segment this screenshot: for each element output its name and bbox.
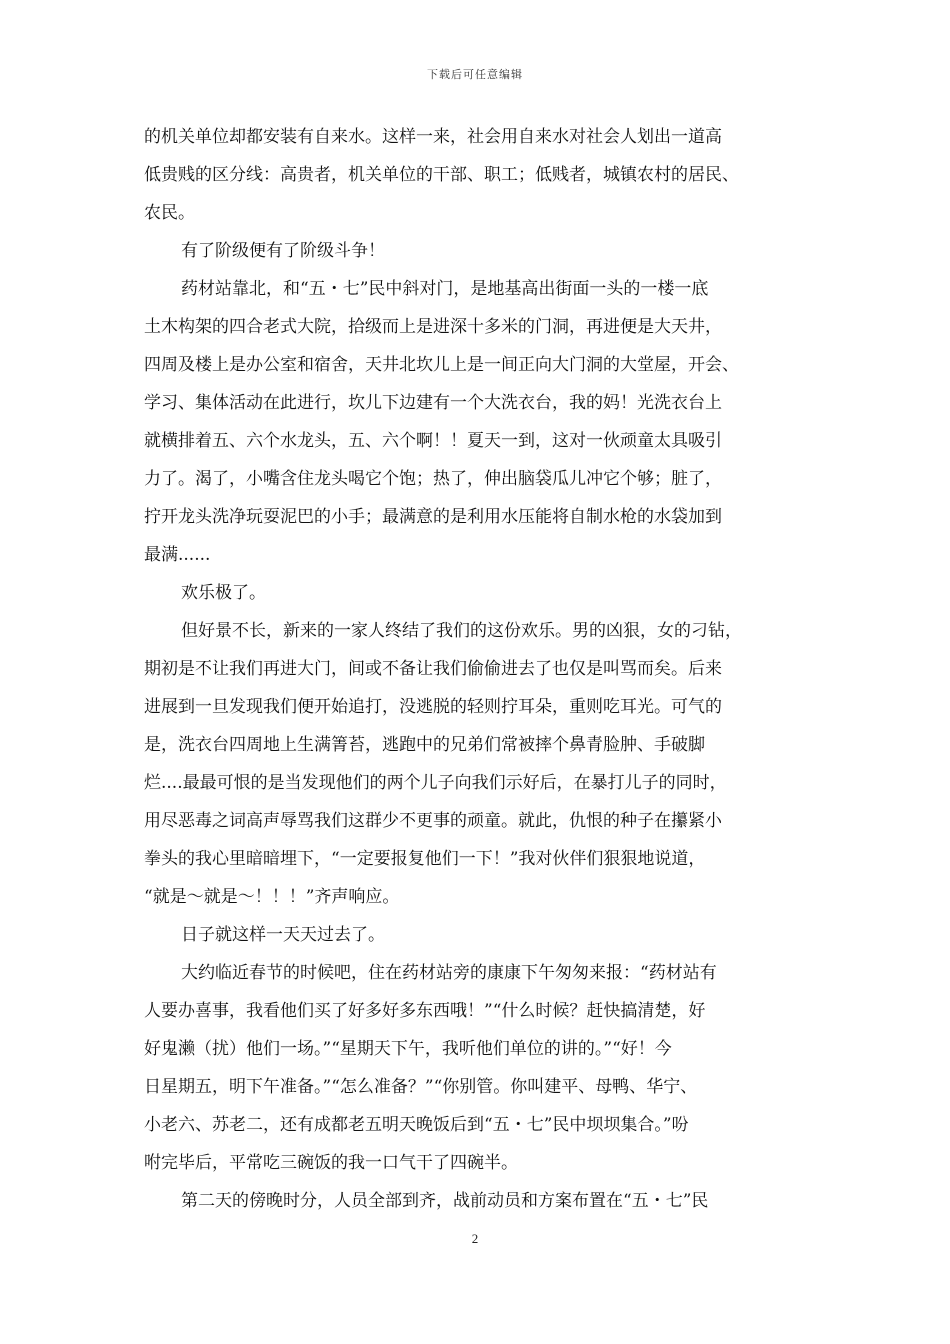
page-number: 2 [471,1231,479,1246]
text-line: 的机关单位却都安装有自来水。这样一来，社会用自来水对社会人划出一道高 [144,127,722,147]
text-line: 但好景不长，新来的一家人终结了我们的这份欢乐。男的凶狠，女的刁钻， [181,621,742,641]
text-line: 进展到一旦发现我们便开始追打，没逃脱的轻则拧耳朵，重则吃耳光。可气的 [144,697,722,717]
text-line: 拳头的我心里暗暗埋下，“一定要报复他们一下！”我对伙伴们狠狠地说道， [144,849,706,869]
text-line: 期初是不让我们再进大门，间或不备让我们偷偷进去了也仅是叫骂而矣。后来 [144,659,722,679]
text-line: 是，洗衣台四周地上生满箐苔，逃跑中的兄弟们常被摔个鼻青脸肿、手破脚 [144,735,705,755]
text-line: 就横排着五、六个水龙头，五、六个啊！！夏天一到，这对一伙顽童太具吸引 [144,431,722,451]
text-line: 烂....最最可恨的是当发现他们的两个儿子向我们示好后，在暴打儿子的同时， [144,773,727,793]
text-line: 人要办喜事，我看他们买了好多好多东西哦！”“什么时候？赶快搞清楚，好 [144,1001,706,1021]
text-line: 欢乐极了。 [181,583,266,603]
text-line: 日星期五，明下午准备。”“怎么准备？”“你别管。你叫建平、母鸭、华宁、 [144,1077,698,1097]
text-line: 农民。 [144,203,195,223]
text-line: 拧开龙头洗净玩耍泥巴的小手；最满意的是利用水压能将自制水枪的水袋加到 [144,507,722,527]
document-body [144,118,809,1220]
text-line: 最满...... [144,545,211,565]
text-line: 小老六、苏老二，还有成都老五明天晚饭后到“五・七”民中坝坝集合。”吩 [144,1115,689,1135]
text-line: 土木构架的四合老式大院，拾级而上是进深十多米的门洞，再进便是大天井， [144,317,722,337]
text-line: “就是～就是～！！！”齐声响应。 [144,887,400,907]
text-line: 用尽恶毒之词高声辱骂我们这群少不更事的顽童。就此，仇恨的种子在攥紧小 [144,811,722,831]
text-line: 日子就这样一天天过去了。 [181,925,385,945]
page-header: 下载后可任意编辑 [427,68,523,81]
text-line: 学习、集体活动在此进行，坎儿下边建有一个大洗衣台，我的妈！光洗衣台上 [144,393,722,413]
text-line: 咐完毕后，平常吃三碗饭的我一口气干了四碗半。 [144,1153,518,1173]
text-line: 大约临近春节的时候吧，住在药材站旁的康康下午匆匆来报：“药材站有 [181,963,717,983]
text-line: 有了阶级便有了阶级斗争！ [181,241,385,261]
text-line: 第二天的傍晚时分，人员全部到齐，战前动员和方案布置在“五・七”民 [181,1191,709,1211]
text-line: 四周及楼上是办公室和宿舍，天井北坎儿上是一间正向大门洞的大堂屋，开会、 [144,355,739,375]
text-line: 药材站靠北，和“五・七”民中斜对门，是地基高出街面一头的一楼一底 [181,279,709,299]
text-line: 力了。渴了，小嘴含住龙头喝它个饱；热了，伸出脑袋瓜儿冲它个够；脏了， [144,469,722,489]
text-line: 低贵贱的区分线：高贵者，机关单位的干部、职工；低贱者，城镇农村的居民、 [144,165,739,185]
text-line: 好鬼濑（扰）他们一场。”“星期天下午，我听他们单位的讲的。”“好！今 [144,1039,672,1059]
